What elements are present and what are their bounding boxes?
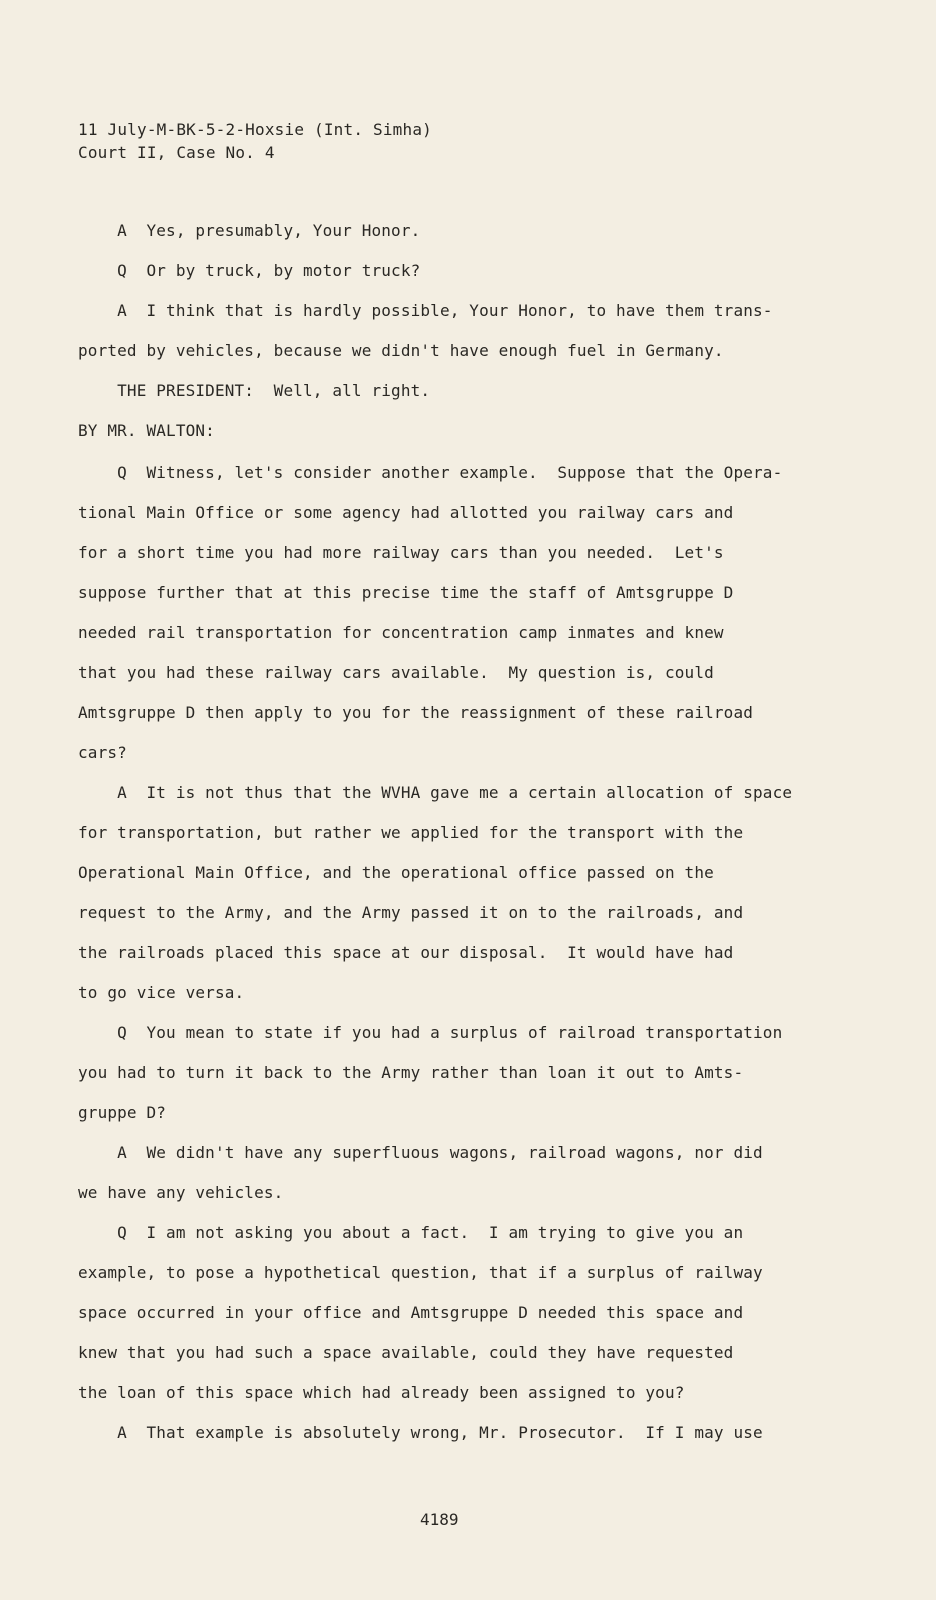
transcript-line: to go vice versa. xyxy=(78,983,245,1002)
transcript-line: needed rail transportation for concentration camp inmates and knew xyxy=(78,623,724,642)
transcript-line: A Yes, presumably, Your Honor. xyxy=(78,221,421,240)
transcript-line: THE PRESIDENT: Well, all right. xyxy=(78,381,431,400)
transcript-line: A It is not thus that the WVHA gave me a certain allocation of space xyxy=(78,783,793,802)
transcript-line: Q I am not asking you about a fact. I am trying to give you an xyxy=(78,1223,744,1242)
transcript-line: space occurred in your office and Amtsgruppe D needed this space and xyxy=(78,1303,744,1322)
transcript-line: you had to turn it back to the Army rather than loan it out to Amts- xyxy=(78,1063,744,1082)
transcript-line: Q Witness, let's consider another example. Suppose that the Opera- xyxy=(78,463,783,482)
transcript-line: the railroads placed this space at our disposal. It would have had xyxy=(78,943,734,962)
transcript-line: Operational Main Office, and the operational office passed on the xyxy=(78,863,714,882)
header-line-2: Court II, Case No. 4 xyxy=(78,143,275,162)
transcript-line: that you had these railway cars available. My question is, could xyxy=(78,663,714,682)
transcript-line: Q You mean to state if you had a surplus of railroad transportation xyxy=(78,1023,783,1042)
header-line-1: 11 July-M-BK-5-2-Hoxsie (Int. Simha) xyxy=(78,120,432,139)
transcript-line: tional Main Office or some agency had allotted you railway cars and xyxy=(78,503,734,522)
transcript-line: for a short time you had more railway cars than you needed. Let's xyxy=(78,543,724,562)
transcript-line: cars? xyxy=(78,743,127,762)
transcript-line: Amtsgruppe D then apply to you for the reassignment of these railroad xyxy=(78,703,754,722)
transcript-line: the loan of this space which had already been assigned to you? xyxy=(78,1383,685,1402)
transcript-line: request to the Army, and the Army passed it on to the railroads, and xyxy=(78,903,744,922)
transcript-line: A We didn't have any superfluous wagons, railroad wagons, nor did xyxy=(78,1143,763,1162)
transcript-line: gruppe D? xyxy=(78,1103,167,1122)
transcript-line: ported by vehicles, because we didn't have enough fuel in Germany. xyxy=(78,341,724,360)
transcript-line: Q Or by truck, by motor truck? xyxy=(78,261,421,280)
transcript-line: BY MR. WALTON: xyxy=(78,421,215,440)
document-header xyxy=(78,118,432,164)
transcript-line: A That example is absolutely wrong, Mr. Prosecutor. If I may use xyxy=(78,1423,763,1442)
page-number: 4189 xyxy=(420,1510,459,1529)
transcript-line: example, to pose a hypothetical question, that if a surplus of railway xyxy=(78,1263,763,1282)
transcript-line: for transportation, but rather we applied for the transport with the xyxy=(78,823,744,842)
transcript-line: suppose further that at this precise time the staff of Amtsgruppe D xyxy=(78,583,734,602)
transcript-line: knew that you had such a space available, could they have requested xyxy=(78,1343,734,1362)
transcript-line: we have any vehicles. xyxy=(78,1183,284,1202)
transcript-line: A I think that is hardly possible, Your Honor, to have them trans- xyxy=(78,301,773,320)
